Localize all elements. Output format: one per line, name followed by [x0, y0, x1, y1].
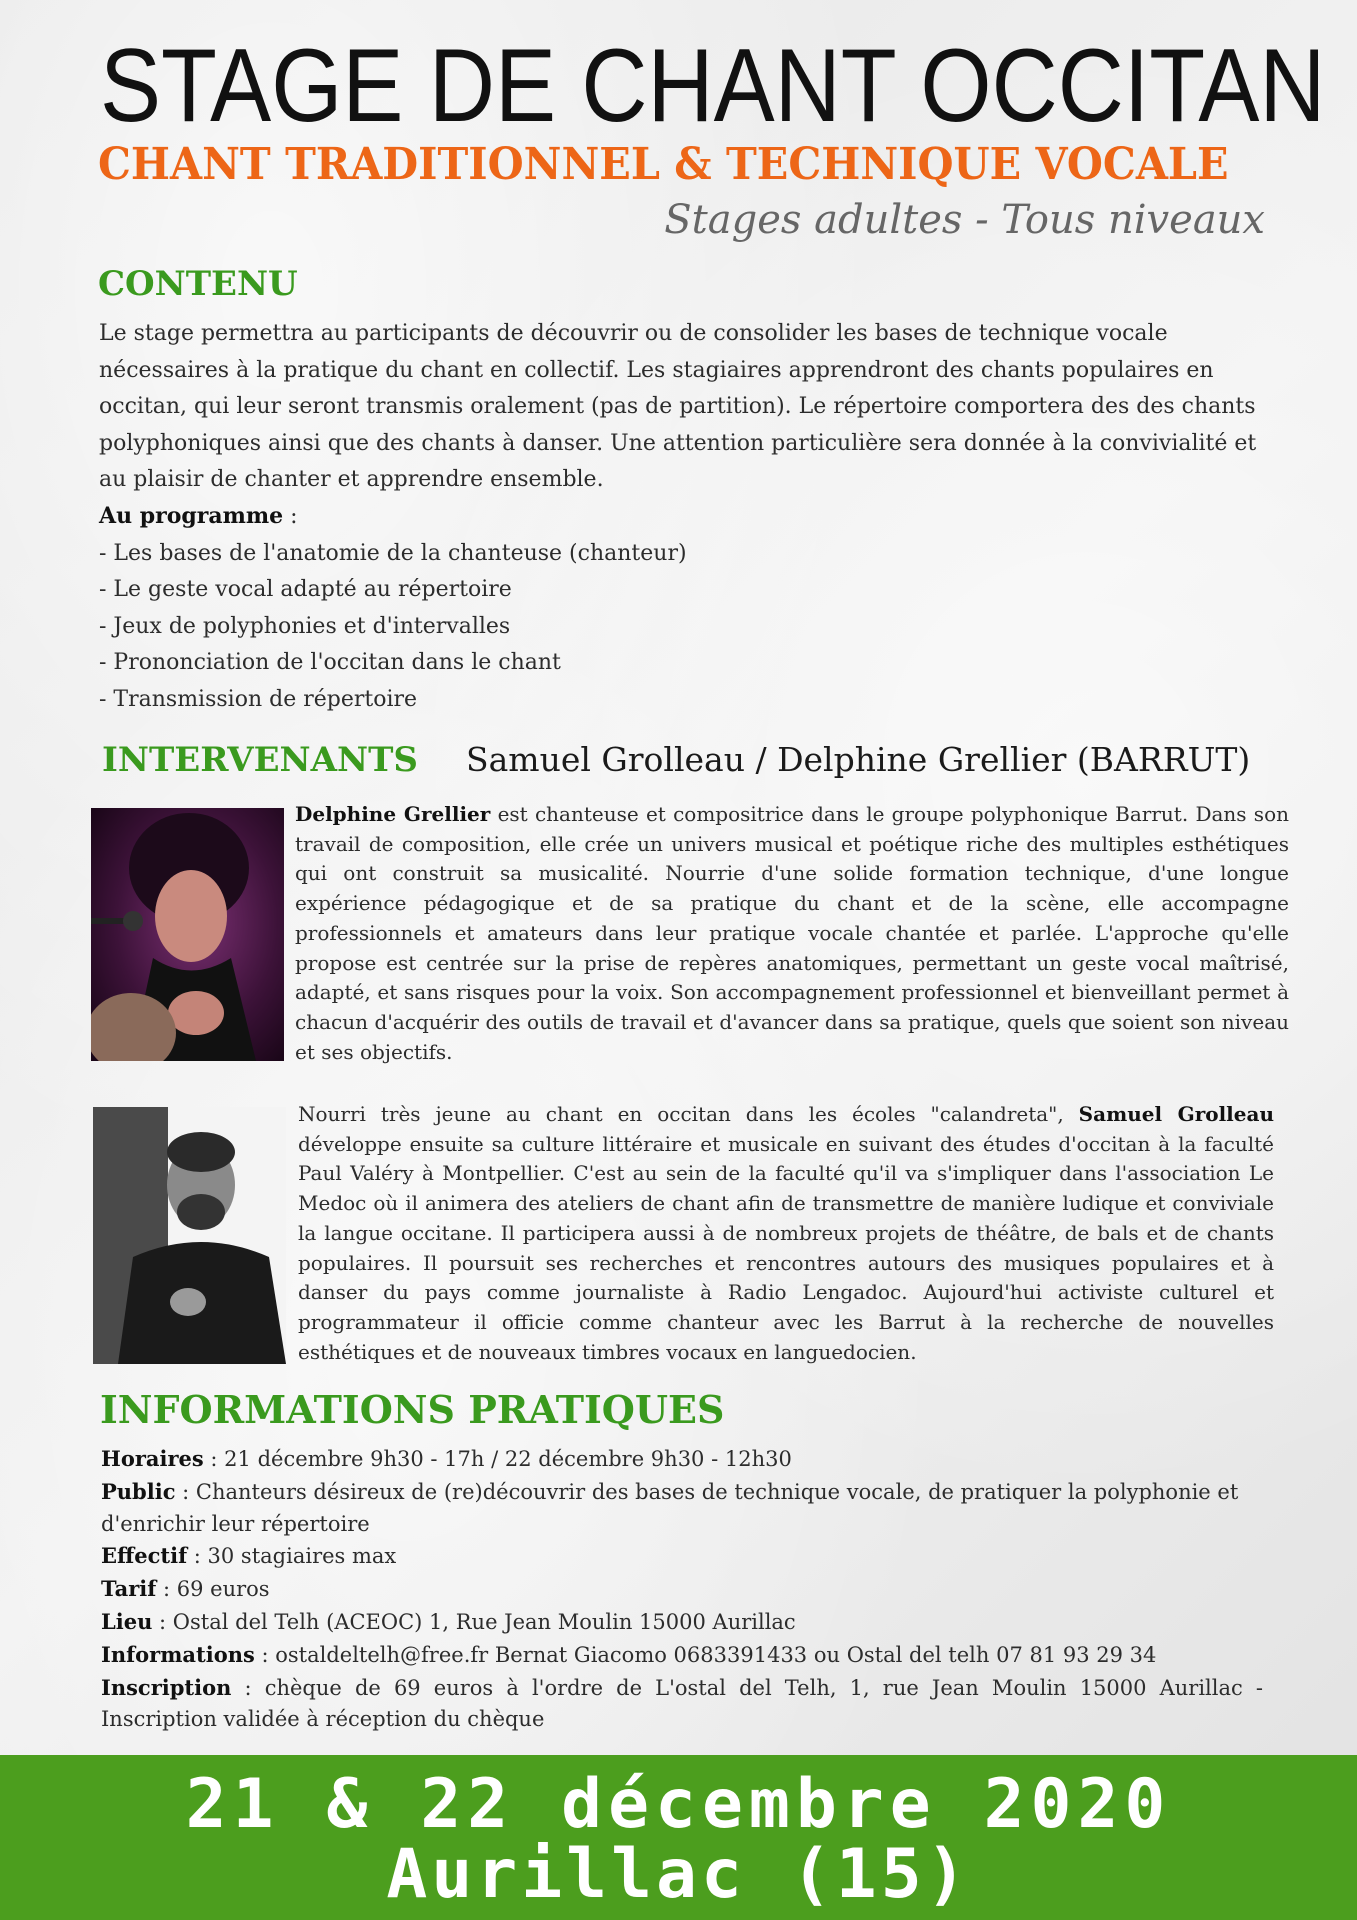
info-effectif [101, 1540, 1263, 1573]
bio-delphine-text: est chanteuse et compositrice dans le groupe polyphonique Barrut. Dans son travail de composition, elle crée un univers musical et poétique riche des multiples esthétiques qui ont construit sa musicalité. Nourrie d'une solide formation technique, d'une longue expérience pédagogique et de sa pratique du chant et de la scène, elle accompagne professionnels et amateurs dans leur pratique vocale chantée et parlée. L'approche qu'elle propose est centrée sur la prise de repères anatomiques, permettant un geste vocal maîtrisé, adapté, et sans risques pour la voix. Son accompagnement professionnel et bienveillant permet à chacun d'acquérir des outils de travail et d'avancer dans sa pratique, quels que soient son niveau et ses objectifs. [295, 802, 1289, 1064]
programme-title [99, 498, 1199, 536]
intervenants-heading: INTERVENANTS [102, 740, 418, 780]
info-label: Tarif [101, 1576, 157, 1602]
programme-item: - Transmission de répertoire [99, 686, 418, 712]
info-lieu [101, 1606, 1263, 1639]
info-public [101, 1476, 1263, 1541]
bio-samuel-name: Samuel Grolleau [1078, 1102, 1274, 1126]
footer-date: 21 & 22 décembre 2020 [185, 1765, 1172, 1844]
footer-place: Aurillac (15) [386, 1835, 971, 1914]
bio-samuel-text-after: développe ensuite sa culture littéraire et musicale en suivant des études d'occitan à la faculté Paul Valéry à Montpellier. C'est au sein de la faculté qu'il va s'impliquer dans l'association Le Medoc où il animera des ateliers de chant afin de transmettre de manière ludique et conviviale la langue occitane. Il participera aussi à de nombreux projets de théâtre, de bals et de chants populaires. Il poursuit ses recherches et rencontres autours des musiques populaires et à danser du pays comme journaliste à Radio Lengadoc. Aujourd'hui activiste culturel et programmateur il officie comme chanteur avec les Barrut à la recherche de nouvelles esthétiques et de nouveaux timbres vocaux en languedocien. [298, 1131, 1274, 1364]
infos-heading: INFORMATIONS PRATIQUES [100, 1387, 725, 1432]
programme [99, 498, 1199, 719]
infos-list [101, 1443, 1263, 1736]
info-informations [101, 1639, 1263, 1672]
page-subtitle: CHANT TRADITIONNEL & TECHNIQUE VOCALE [98, 139, 1229, 190]
info-label: Effectif [101, 1543, 188, 1569]
programme-item: - Prononciation de l'occitan dans le chant [99, 650, 561, 676]
bio-delphine-grellier [295, 800, 1289, 1067]
intervenants-names: Samuel Grolleau / Delphine Grellier (BARRUT) [466, 740, 1251, 779]
bio-delphine-name: Delphine Grellier [295, 802, 491, 826]
info-label: Lieu [101, 1608, 153, 1634]
info-value: : Chanteurs désireux de (re)découvrir des bases de technique vocale, de pratiquer la polyphonie et d'enrichir leur répertoire [101, 1479, 1239, 1536]
footer-banner [0, 1755, 1357, 1920]
bio-samuel-text-before: Nourri très jeune au chant en occitan dans les écoles "calandreta", [298, 1102, 1079, 1126]
info-inscription [101, 1672, 1263, 1737]
programme-suffix: : [283, 504, 298, 529]
info-horaires [101, 1443, 1263, 1476]
photo-delphine-grellier [91, 808, 284, 1061]
programme-label: Au programme [99, 503, 284, 529]
info-tarif [101, 1573, 1263, 1606]
bio-samuel-grolleau [298, 1100, 1274, 1367]
audience-tagline: Stages adultes - Tous niveaux [664, 197, 1265, 243]
info-value: : 21 décembre 9h30 - 17h / 22 décembre 9h30 - 12h30 [203, 1447, 792, 1471]
programme-item: - Les bases de l'anatomie de la chanteuse (chanteur) [99, 540, 687, 566]
programme-item: - Jeux de polyphonies et d'intervalles [99, 613, 511, 639]
info-value: : Ostal del Telh (ACEOC) 1, Rue Jean Moulin 15000 Aurillac [152, 1609, 796, 1634]
info-value: : 69 euros [156, 1577, 270, 1602]
info-value: : chèque de 69 euros à l'ordre de L'ostal del Telh, 1, rue Jean Moulin 15000 Aurillac - Inscription validée à réception du chèque [101, 1675, 1263, 1732]
info-label: Horaires [101, 1446, 204, 1471]
programme-item: - Le geste vocal adapté au répertoire [99, 577, 512, 603]
info-label: Inscription [101, 1674, 232, 1700]
info-value: : 30 stagiaires max [187, 1544, 397, 1569]
info-label: Informations [101, 1641, 255, 1667]
photo-samuel-grolleau [93, 1107, 286, 1364]
info-value: : ostaldeltelh@free.fr Bernat Giacomo 0683391433 ou Ostal del telh 07 81 93 29 34 [254, 1642, 1157, 1667]
contenu-text: Le stage permettra au participants de découvrir ou de consolider les bases de technique vocale nécessaires à la pratique du chant en collectif. Les stagiaires apprendront des chants populaires en occitan, qui leur seront transmis oralement (pas de partition). Le répertoire comportera des des chants polyphoniques ainsi que des chants à danser. Une attention particulière sera donnée à la convivialité et au plaisir de chanter et apprendre ensemble. [99, 321, 1257, 493]
contenu-heading: CONTENU [98, 264, 298, 304]
info-label: Public [101, 1478, 176, 1504]
page-title: STAGE DE CHANT OCCITAN [100, 28, 1326, 144]
